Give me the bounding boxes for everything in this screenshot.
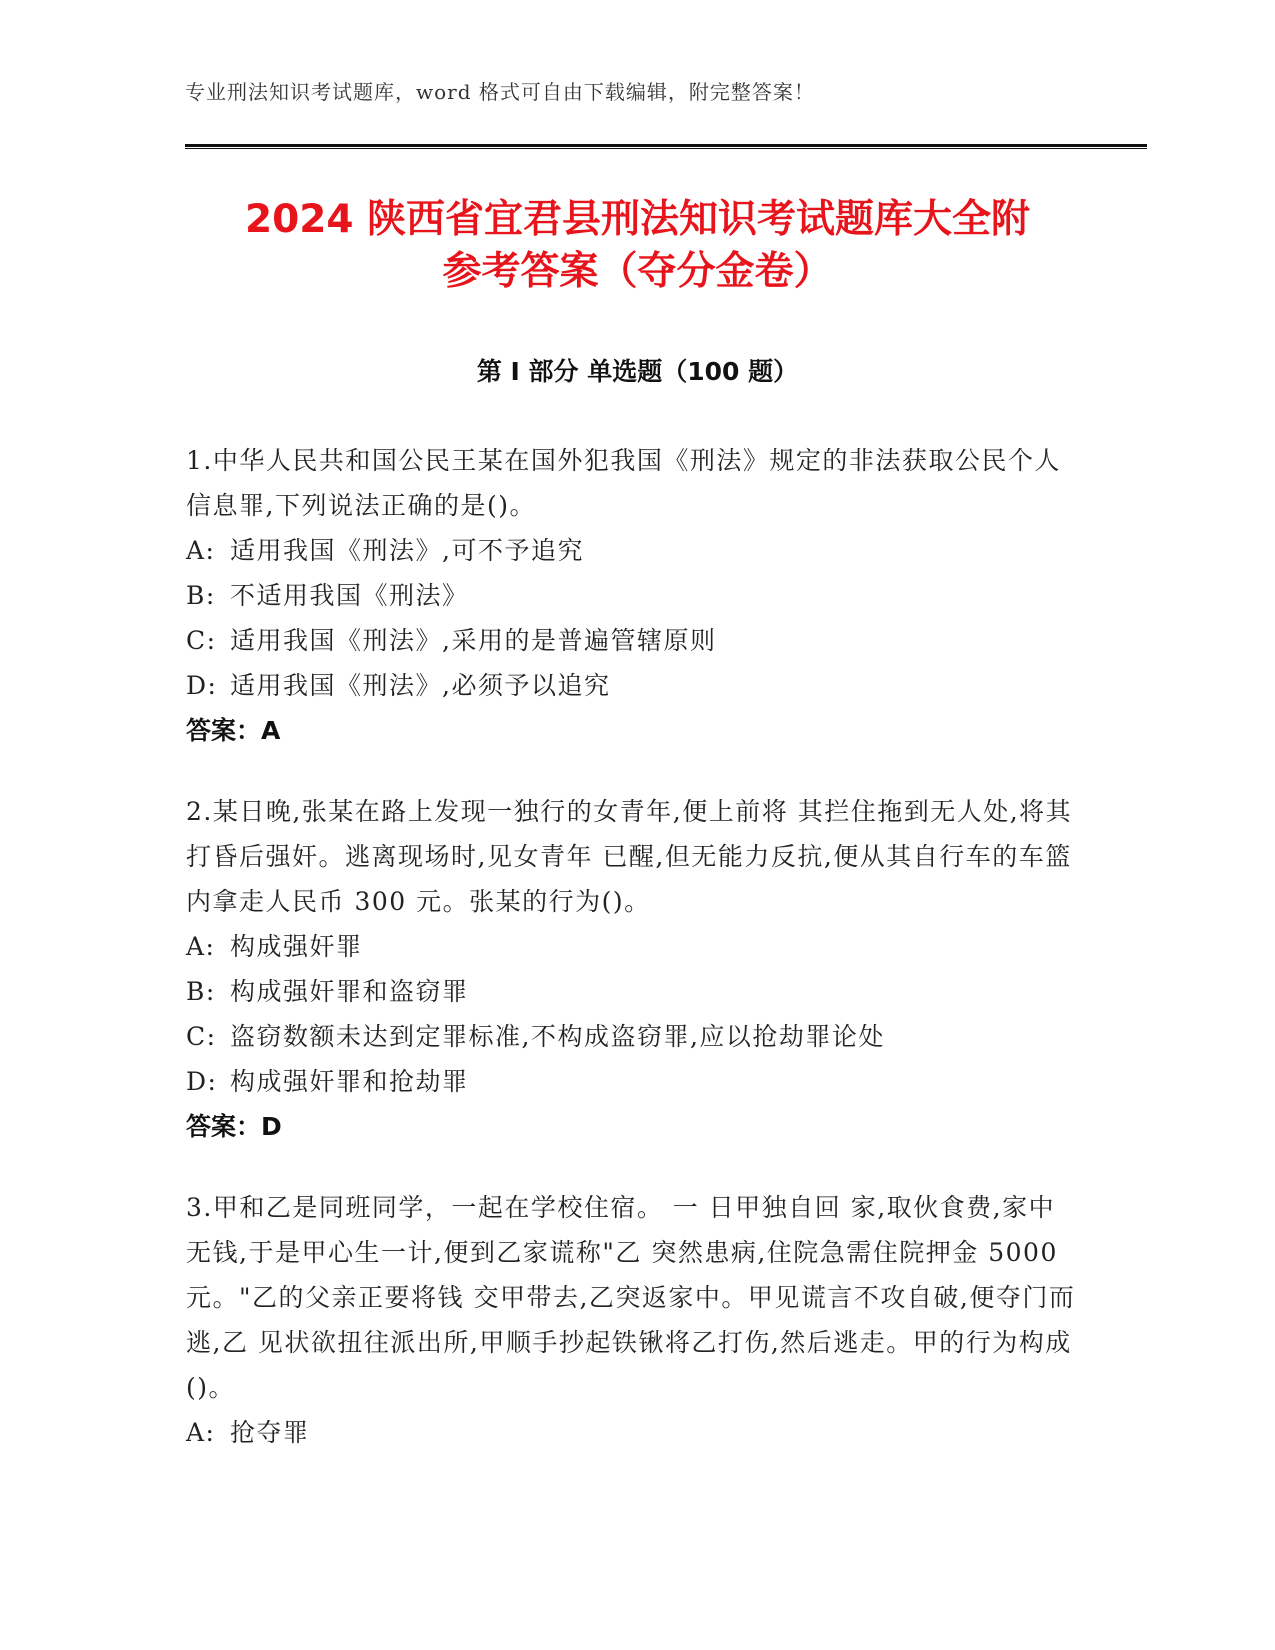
- document-title-line-2: 参考答案（夺分金卷）: [442, 249, 833, 294]
- option-text: 抢夺罪: [230, 1418, 310, 1447]
- question-2: [186, 789, 1076, 1149]
- question-stem: 1.中华人民共和国公民王某在国外犯我国《刑法》规定的非法获取公民个人信息罪,下列说法正确的是()。: [186, 446, 1061, 520]
- option-letter: A:: [186, 536, 216, 565]
- option-text: 构成强奸罪和盗窃罪: [230, 977, 469, 1006]
- option-c: [186, 618, 1076, 663]
- option-letter: D:: [186, 1067, 218, 1096]
- option-a: [186, 1410, 1076, 1455]
- option-letter: D:: [186, 671, 218, 700]
- document-title: [150, 194, 1125, 298]
- question-1: [186, 438, 1076, 753]
- question-stem: 2.某日晚,张某在路上发现一独行的女青年,便上前将 其拦住拖到无人处,将其打昏后强奸。逃离现场时,见女青年 已醒,但无能力反抗,便从其自行车的车篮内拿走人民币 300 元。张某的行为()。: [186, 797, 1073, 916]
- option-text: 盗窃数额未达到定罪标准,不构成盗窃罪,应以抢劫罪论处: [230, 1022, 885, 1051]
- answer-line: 答案：A: [186, 716, 281, 745]
- section-heading: 第 I 部分 单选题（100 题）: [476, 357, 799, 386]
- option-d: [186, 663, 1076, 708]
- option-letter: B:: [186, 977, 216, 1006]
- document-title-line-1: 2024 陕西省宜君县刑法知识考试题库大全附: [244, 197, 1031, 242]
- option-a: [186, 528, 1076, 573]
- option-text: 构成强奸罪和抢劫罪: [230, 1067, 469, 1096]
- question-list: [186, 438, 1076, 1491]
- option-letter: C:: [186, 1022, 217, 1051]
- option-c: [186, 1014, 1076, 1059]
- option-d: [186, 1059, 1076, 1104]
- question-3: [186, 1185, 1076, 1455]
- option-b: [186, 969, 1076, 1014]
- option-text: 适用我国《刑法》,可不予追究: [230, 536, 584, 565]
- option-text: 适用我国《刑法》,采用的是普遍管辖原则: [230, 626, 717, 655]
- option-letter: A:: [186, 1418, 216, 1447]
- header-divider: [185, 144, 1147, 149]
- option-text: 构成强奸罪: [230, 932, 363, 961]
- option-b: [186, 573, 1076, 618]
- question-stem: 3.甲和乙是同班同学，一起在学校住宿。 一 日甲独自回 家,取伙食费,家中无钱,于是甲心生一计,便到乙家谎称"乙 突然患病,住院急需住院押金 5000 元。"乙的父亲正要将钱 交甲带去,乙突返家中。甲见谎言不攻自破,便夺门而逃,乙 见状欲扭往派出所,甲顺手抄起铁锹将乙打伤,然后逃走。甲的行为构成()。: [186, 1193, 1076, 1402]
- header-note: 专业刑法知识考试题库，word 格式可自由下载编辑，附完整答案！: [185, 80, 815, 104]
- option-letter: C:: [186, 626, 217, 655]
- answer-line: 答案：D: [186, 1112, 282, 1141]
- option-letter: B:: [186, 581, 216, 610]
- option-letter: A:: [186, 932, 216, 961]
- option-text: 不适用我国《刑法》: [230, 581, 469, 610]
- option-a: [186, 924, 1076, 969]
- option-text: 适用我国《刑法》,必须予以追究: [230, 671, 611, 700]
